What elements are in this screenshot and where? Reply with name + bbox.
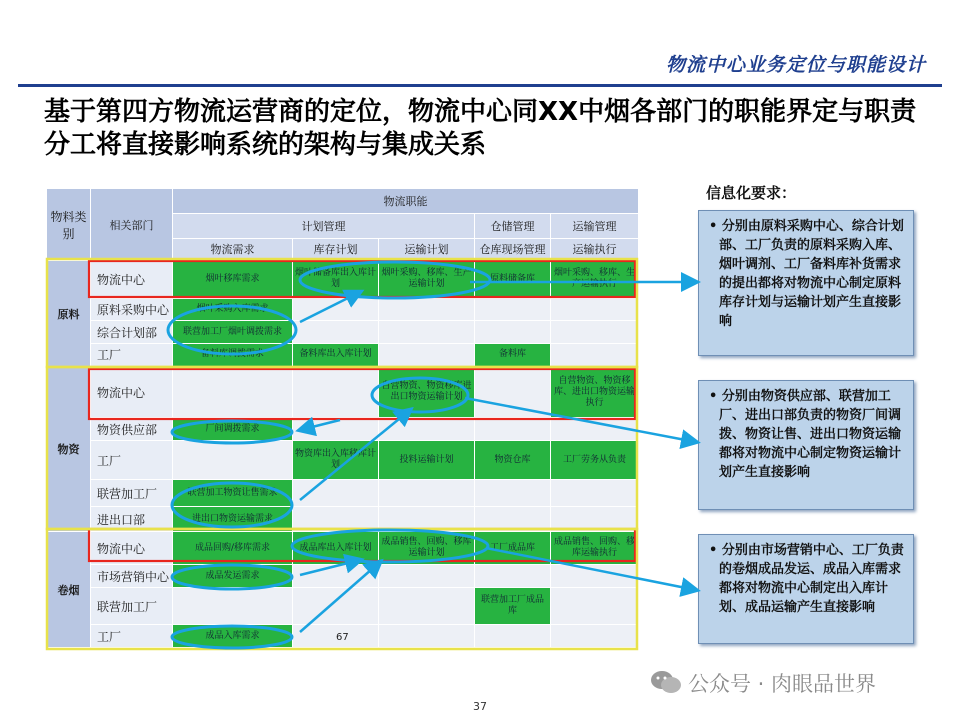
matrix-cell: 联营加工厂烟叶调拨需求 [173, 321, 293, 344]
highlight-frame [89, 369, 635, 419]
dept-label: 物流中心 [91, 366, 173, 418]
link-arrow [300, 560, 360, 575]
header-transport-plan: 运输计划 [379, 238, 475, 261]
highlight-frame [89, 261, 635, 297]
dept-label: 物流中心 [91, 261, 173, 298]
header-logistics-demand: 物流需求 [173, 238, 293, 261]
matrix-cell: 工厂劳务从负责 [551, 441, 639, 480]
highlight-ellipse [372, 378, 468, 412]
inner-page-number: 67 [336, 632, 349, 643]
matrix-cell: 自营物资、物资移库、进出口物资运输执行 [551, 366, 639, 418]
matrix-cell: 烟叶采购、移库、生产运输执行 [551, 261, 639, 298]
dept-label: 市场营销中心 [91, 565, 173, 588]
matrix-cell: 原料储备库 [475, 261, 551, 298]
category-cigarettes: 卷烟 [47, 532, 91, 648]
link-arrow [300, 420, 340, 430]
header-transport-mgmt: 运输管理 [551, 213, 639, 238]
category-materials: 物资 [47, 366, 91, 531]
matrix-cell: 烟叶采购入库需求 [173, 298, 293, 321]
link-arrow [486, 548, 696, 590]
section-frame [47, 367, 637, 529]
matrix-cell: 备料库 [475, 344, 551, 367]
highlight-ellipse [172, 421, 292, 443]
header-warehouse-mgmt: 仓储管理 [475, 213, 551, 238]
dept-label: 联营加工厂 [91, 587, 173, 624]
matrix-cell: 投料运输计划 [379, 441, 475, 480]
matrix-cell: 成品销售、回购、移库运输计划 [379, 532, 475, 565]
matrix-cell: 成品入库需求 [173, 625, 293, 648]
matrix-cell: 成品回购/移库需求 [173, 532, 293, 565]
highlight-ellipse [172, 626, 292, 648]
page-number: 37 [473, 700, 487, 713]
link-arrow [300, 410, 410, 500]
dept-label: 综合计划部 [91, 321, 173, 344]
matrix-cell: 联营加工物资让售需求 [173, 480, 293, 507]
matrix-cell: 成品发运需求 [173, 565, 293, 588]
header-transport-exec: 运输执行 [551, 238, 639, 261]
matrix-cell: 成品库出入库计划 [293, 532, 379, 565]
watermark: 公众号 · 肉眼品世界 [688, 672, 877, 696]
dept-label: 进出口部 [91, 507, 173, 532]
dept-label: 工厂 [91, 625, 173, 648]
matrix-cell: 备料库出入库计划 [293, 344, 379, 367]
wechat-icon [650, 670, 682, 694]
matrix-cell: 烟叶储备库出入库计划 [293, 261, 379, 298]
highlight-ellipse [292, 530, 488, 562]
requirement-box-materials: • 分别由物资供应部、联营加工厂、进出口部负责的物资厂间调拨、物资让售、进出口物资运输都将对物流中心制定物资运输计划产生直接影响 [698, 380, 914, 510]
dept-label: 物资供应部 [91, 418, 173, 441]
slide-header: 物流中心业务定位与职能设计 [665, 54, 926, 76]
matrix-cell: 联营加工厂成品库 [475, 587, 551, 624]
matrix-cell: 备料库调拨需求 [173, 344, 293, 367]
header-related-dept: 相关部门 [91, 189, 173, 261]
highlight-ellipse [300, 262, 490, 298]
matrix-cell: 厂间调拨需求 [173, 418, 293, 441]
matrix-cell: 自营物资、物资移库进出口物资运输计划 [379, 366, 475, 418]
requirement-box-raw-material: • 分别由原料采购中心、综合计划部、工厂负责的原料采购入库、烟叶调剂、工厂备料库补货需求的提出都将对物流中心制定原料库存计划与运输计划产生直接影响 [698, 210, 914, 356]
matrix-cell: 进出口物资运输需求 [173, 507, 293, 532]
matrix-cell: 烟叶采购、移库、生产运输计划 [379, 261, 475, 298]
slide-title: 基于第四方物流运营商的定位，物流中心同XX中烟各部门的职能界定与职责分工将直接影响系统的架构与集成关系 [44, 97, 917, 160]
matrix-cell: 工厂成品库 [475, 532, 551, 565]
header-warehouse-site: 仓库现场管理 [475, 238, 551, 261]
matrix-cell: 物资仓库 [475, 441, 551, 480]
matrix-cell: 烟叶移库需求 [173, 261, 293, 298]
section-frame [47, 529, 637, 649]
dept-label: 联营加工厂 [91, 480, 173, 507]
dept-label: 工厂 [91, 441, 173, 480]
category-raw-material: 原料 [47, 261, 91, 366]
info-requirement-label: 信息化要求： [706, 184, 797, 202]
highlight-ellipse [172, 565, 292, 589]
section-frame [47, 259, 637, 367]
highlight-ellipse [172, 483, 292, 527]
header-logistics-function: 物流职能 [173, 189, 639, 214]
dept-label: 工厂 [91, 344, 173, 367]
highlight-ellipse [168, 306, 296, 354]
header-material-category: 物料类别 [47, 189, 91, 261]
dept-label: 原料采购中心 [91, 298, 173, 321]
highlight-frame [89, 529, 635, 561]
requirement-box-cigarettes: • 分别由市场营销中心、工厂负责的卷烟成品发运、成品入库需求都将对物流中心制定出入库计划、成品运输产生直接影响 [698, 534, 914, 644]
header-plan-mgmt: 计划管理 [173, 213, 475, 238]
matrix-cell: 物资库出入库移库计划 [293, 441, 379, 480]
dept-label: 物流中心 [91, 532, 173, 565]
header-inventory-plan: 库存计划 [293, 238, 379, 261]
matrix-cell: 成品销售、回购、移库运输执行 [551, 532, 639, 565]
